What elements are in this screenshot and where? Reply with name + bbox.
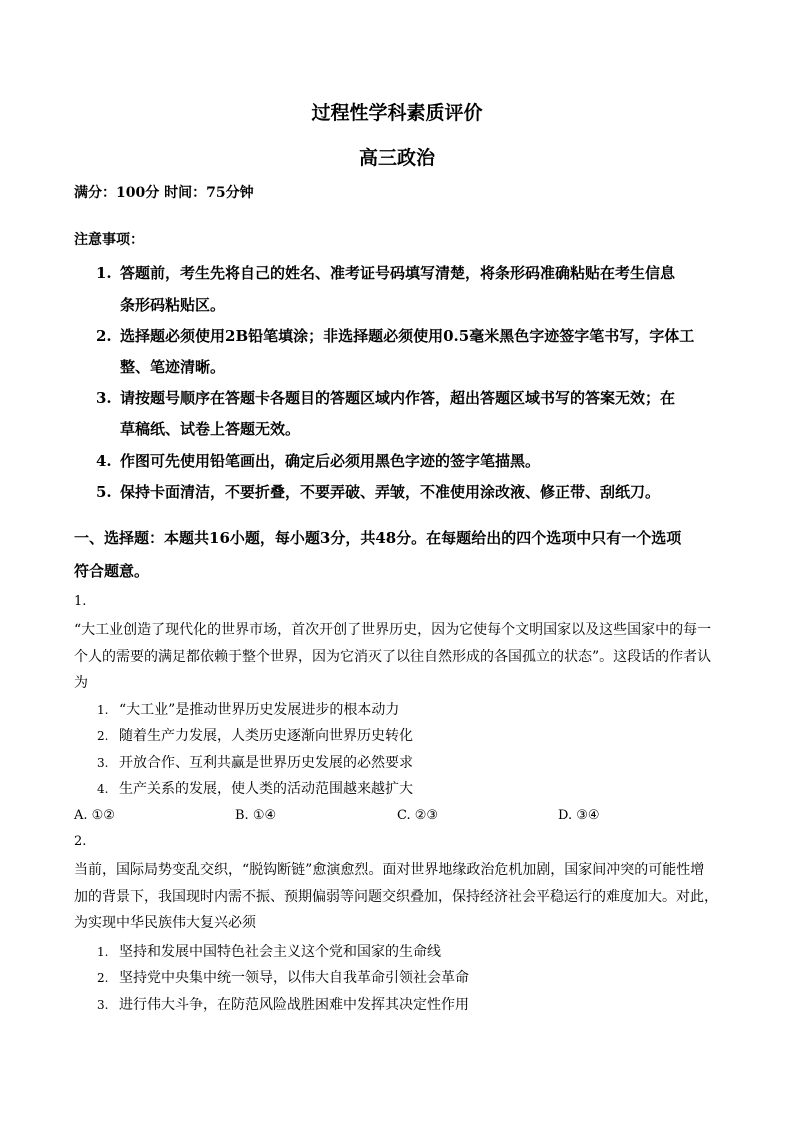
question-2-number: 2. <box>74 834 87 849</box>
notice-item-3 <box>96 387 675 408</box>
notice-item-number: 4. <box>96 452 112 470</box>
score-time-info: 满分：100分 时间：75分钟 <box>74 185 254 201</box>
notice-item-4 <box>96 450 540 471</box>
statement-text: 生产关系的发展，使人类的活动范围越来越扩大 <box>119 781 413 797</box>
statement-text: 进行伟大斗争，在防范风险战胜困难中发挥其决定性作用 <box>119 997 469 1013</box>
exam-subject: 高三政治 <box>358 147 435 169</box>
notice-item-5 <box>96 481 660 502</box>
notice-heading: 注意事项： <box>74 232 144 248</box>
question-1-statement-2 <box>97 725 413 745</box>
statement-text: 坚持党中央集中统一领导，以伟大自我革命引领社会革命 <box>119 970 469 986</box>
statement-text: 开放合作、互利共赢是世界历史发展的必然要求 <box>119 755 413 771</box>
question-1-stem-line1: “大工业创造了现代化的世界市场，首次开创了世界历史，因为它使每个文明国家以及这些国家中的每一 <box>74 622 712 638</box>
question-2-statement-3 <box>97 994 469 1014</box>
statement-text: 坚持和发展中国特色社会主义这个党和国家的生命线 <box>119 944 441 960</box>
section-heading-cont: 符合题意。 <box>74 562 150 580</box>
statement-number: 3. <box>97 998 109 1012</box>
notice-item-text: 答题前，考生先将自己的姓名、准考证号码填写清楚，将条形码准确粘贴在考生信息 <box>120 264 676 282</box>
question-1-number: 1. <box>74 594 87 609</box>
section-heading: 一、选择题：本题共16小题，每小题3分，共48分。在每题给出的四个选项中只有一个选项 <box>74 529 682 547</box>
notice-item-number: 3. <box>96 389 112 407</box>
statement-number: 2. <box>97 971 109 985</box>
notice-item-1 <box>96 262 675 283</box>
question-1-stem-line2: 个人的需要的满足都依赖于整个世界，因为它消灭了以往自然形成的各国孤立的状态”。这段话的作者认 <box>74 649 712 665</box>
statement-text: “大工业”是推动世界历史发展进步的根本动力 <box>119 702 400 718</box>
notice-item-3-cont: 草稿纸、试卷上答题无效。 <box>120 420 301 438</box>
notice-item-number: 1. <box>96 264 112 282</box>
exam-title: 过程性学科素质评价 <box>311 102 483 124</box>
statement-number: 2. <box>97 729 109 743</box>
question-1-choice-a: A. ①② <box>74 808 115 823</box>
question-1-statement-1 <box>97 699 399 719</box>
statement-text: 随着生产力发展，人类历史逐渐向世界历史转化 <box>119 728 413 744</box>
question-2-stem-line1: 当前，国际局势变乱交织，“脱钩断链”愈演愈烈。面对世界地缘政治危机加剧，国家间冲突的可能性增 <box>74 862 705 878</box>
notice-item-2 <box>96 325 694 346</box>
question-1-statement-4 <box>97 778 413 798</box>
question-1-choice-d: D. ③④ <box>558 808 600 823</box>
question-1-choice-c: C. ②③ <box>397 808 439 823</box>
question-1-statement-3 <box>97 752 413 772</box>
question-1-choice-b: B. ①④ <box>235 808 277 823</box>
statement-number: 4. <box>97 782 109 796</box>
notice-item-text: 请按题号顺序在答题卡各题目的答题区域内作答，超出答题区域书写的答案无效；在 <box>120 389 676 407</box>
statement-number: 1. <box>97 945 109 959</box>
notice-item-text: 作图可先使用铅笔画出，确定后必须用黑色字迹的签字笔描黑。 <box>120 452 541 470</box>
question-2-stem-line2: 加的背景下，我国现时内需不振、预期偏弱等问题交织叠加，保持经济社会平稳运行的难度加大。对此， <box>74 889 718 905</box>
question-2-stem-line3: 为实现中华民族伟大复兴必须 <box>74 915 256 931</box>
question-1-stem-line3: 为 <box>74 675 88 691</box>
question-2-statement-2 <box>97 967 469 987</box>
notice-item-text: 选择题必须使用2B铅笔填涂；非选择题必须使用0.5毫米黑色字迹签字笔书写，字体工 <box>120 327 695 345</box>
notice-item-2-cont: 整、笔迹清晰。 <box>120 358 226 376</box>
notice-item-number: 2. <box>96 327 112 345</box>
statement-number: 1. <box>97 703 109 717</box>
question-2-statement-1 <box>97 941 441 961</box>
notice-item-1-cont: 条形码粘贴区。 <box>120 296 226 314</box>
statement-number: 3. <box>97 756 109 770</box>
notice-item-text: 保持卡面清洁，不要折叠，不要弄破、弄皱，不准使用涂改液、修正带、刮纸刀。 <box>120 483 661 501</box>
notice-item-number: 5. <box>96 483 112 501</box>
